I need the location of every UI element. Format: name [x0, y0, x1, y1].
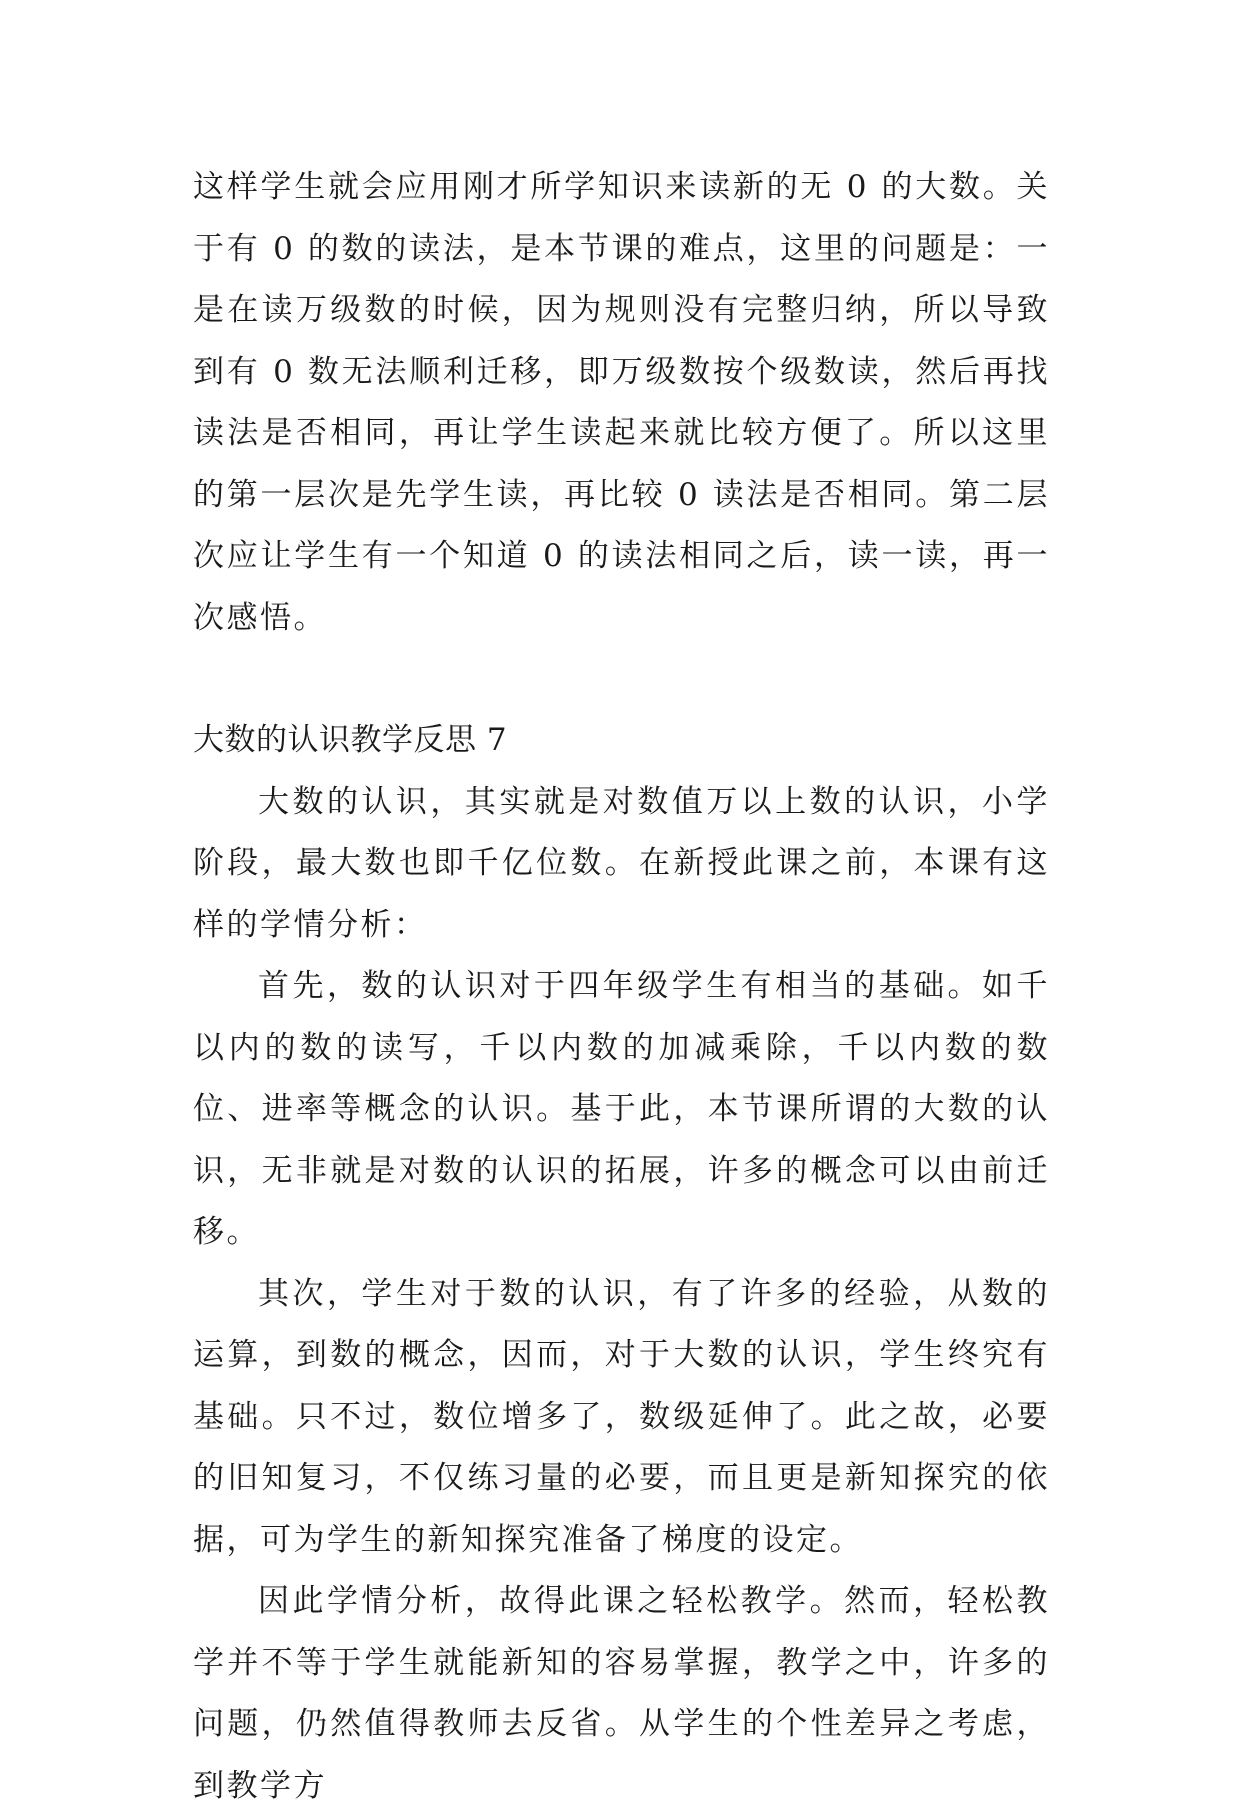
document-page	[193, 157, 1050, 1817]
body-paragraph-1: 大数的认识，其实就是对数值万以上数的认识，小学阶段，最大数也即千亿位数。在新授此课之前，本课有这样的学情分析：	[193, 783, 1050, 943]
body-paragraph-3: 其次，学生对于数的认识，有了许多的经验，从数的运算，到数的概念，因而，对于大数的认识，学生终究有基础。只不过，数位增多了，数级延伸了。此之故，必要的旧知复习，不仅练习量的必要，而且更是新知探究的依据，可为学生的新知探究准备了梯度的设定。	[193, 1275, 1050, 1558]
opening-paragraph: 这样学生就会应用刚才所学知识来读新的无 0 的大数。关于有 0 的数的读法，是本节课的难点，这里的问题是：一是在读万级数的时候，因为规则没有完整归纳，所以导致到有 0 数无法顺利迁移，即万级数按个级数读，然后再找读法是否相同，再让学生读起来就比较方便了。所以这里的第一层次是先学生读，再比较 0 读法是否相同。第二层次应让学生有一个知道 0 的读法相同之后，读一读，再一次感悟。	[193, 169, 1050, 636]
body-paragraph-2: 首先，数的认识对于四年级学生有相当的基础。如千以内的数的读写，千以内数的加减乘除，千以内数的数位、进率等概念的认识。基于此，本节课所谓的大数的认识，无非就是对数的认识的拓展，许多的概念可以由前迁移。	[193, 968, 1050, 1250]
body-paragraph-4: 因此学情分析，故得此课之轻松教学。然而，轻松教学并不等于学生就能新知的容易掌握，教学之中，许多的问题，仍然值得教师去反省。从学生的个性差异之考虑，到教学方	[193, 1583, 1050, 1804]
section-heading: 大数的认识教学反思 7	[193, 722, 508, 758]
